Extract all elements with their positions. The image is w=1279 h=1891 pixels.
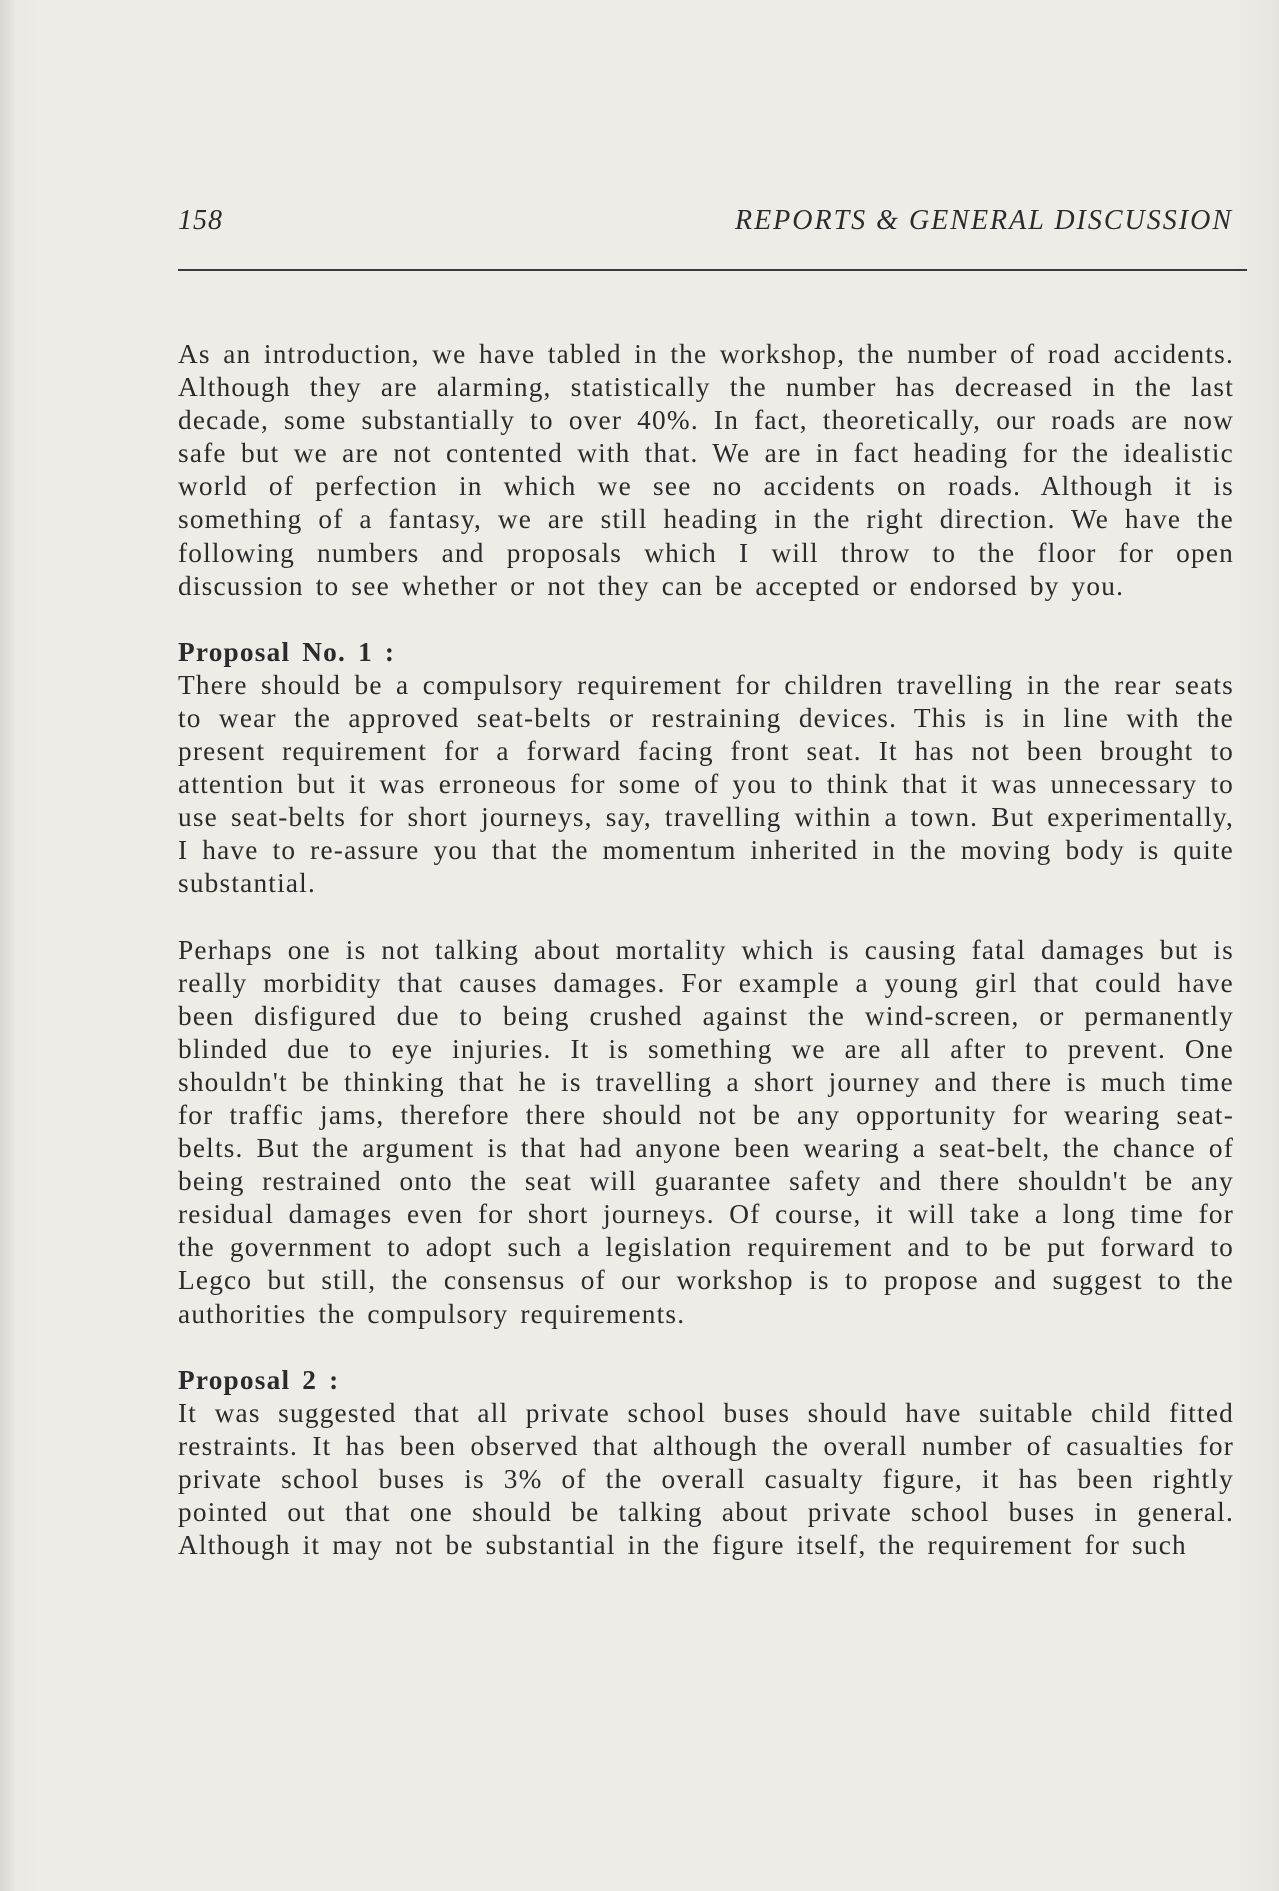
proposal-2-heading: Proposal 2 :: [178, 1364, 340, 1395]
proposal-1-heading: Proposal No. 1 :: [178, 636, 396, 667]
page-body: [178, 338, 1234, 1562]
page-spine-shadow: [0, 0, 14, 1891]
proposal-2-paragraph-1: It was suggested that all private school buses should have suitable child fitted restraints. It has been observed that although the overall number of casualties for private school buses is 3% of the overall casualty figure, it has been rightly pointed out that one should be talking about private school buses in general. Although it may not be substantial in the figure itself, the requirement for such: [178, 1397, 1234, 1561]
paragraph-gap: [178, 603, 1234, 636]
page-header: [178, 205, 1233, 241]
proposal-1-paragraph-1: There should be a compulsory requirement for children travelling in the rear seats to wear the approved seat-belts or restraining devices. This is in line with the present requirement for a forward facing front seat. It has not been brought to attention but it was erroneous for some of you to think that it was unnecessary to use seat-belts for short journeys, say, travelling within a town. But experimentally, I have to re-assure you that the momentum inherited in the moving body is quite substantial.: [178, 669, 1234, 899]
page-number: 158: [178, 205, 223, 236]
running-head: REPORTS & GENERAL DISCUSSION: [734, 205, 1233, 236]
paragraph-gap: [178, 901, 1234, 934]
proposal-1-paragraph-2: Perhaps one is not talking about mortality which is causing fatal damages but is really morbidity that causes damages. For example a young girl that could have been disfigured due to being crushed against the wind-screen, or permanently blinded due to eye injuries. It is something we are all after to prevent. One shouldn't be thinking that he is travelling a short journey and there is much time for traffic jams, therefore there should not be any opportunity for wearing seat-belts. But the argument is that had anyone been wearing a seat-belt, the chance of being restrained onto the seat will guarantee safety and there shouldn't be any residual damages even for short journeys. Of course, it will take a long time for the government to adopt such a legislation requirement and to be put forward to Legco but still, the consensus of our workshop is to propose and suggest to the authorities the compulsory requirements.: [178, 934, 1234, 1329]
intro-paragraph: As an introduction, we have tabled in the workshop, the number of road accidents. Although they are alarming, statistically the number has decreased in the last decade, some substantially to over 40%. In fact, theoretically, our roads are now safe but we are not contented with that. We are in fact heading for the idealistic world of perfection in which we see no accidents on roads. Although it is something of a fantasy, we are still heading in the right direction. We have the following numbers and proposals which I will throw to the floor for open discussion to see whether or not they can be accepted or endorsed by you.: [178, 339, 1234, 601]
paragraph-gap: [178, 1331, 1234, 1364]
header-rule: [178, 269, 1247, 271]
